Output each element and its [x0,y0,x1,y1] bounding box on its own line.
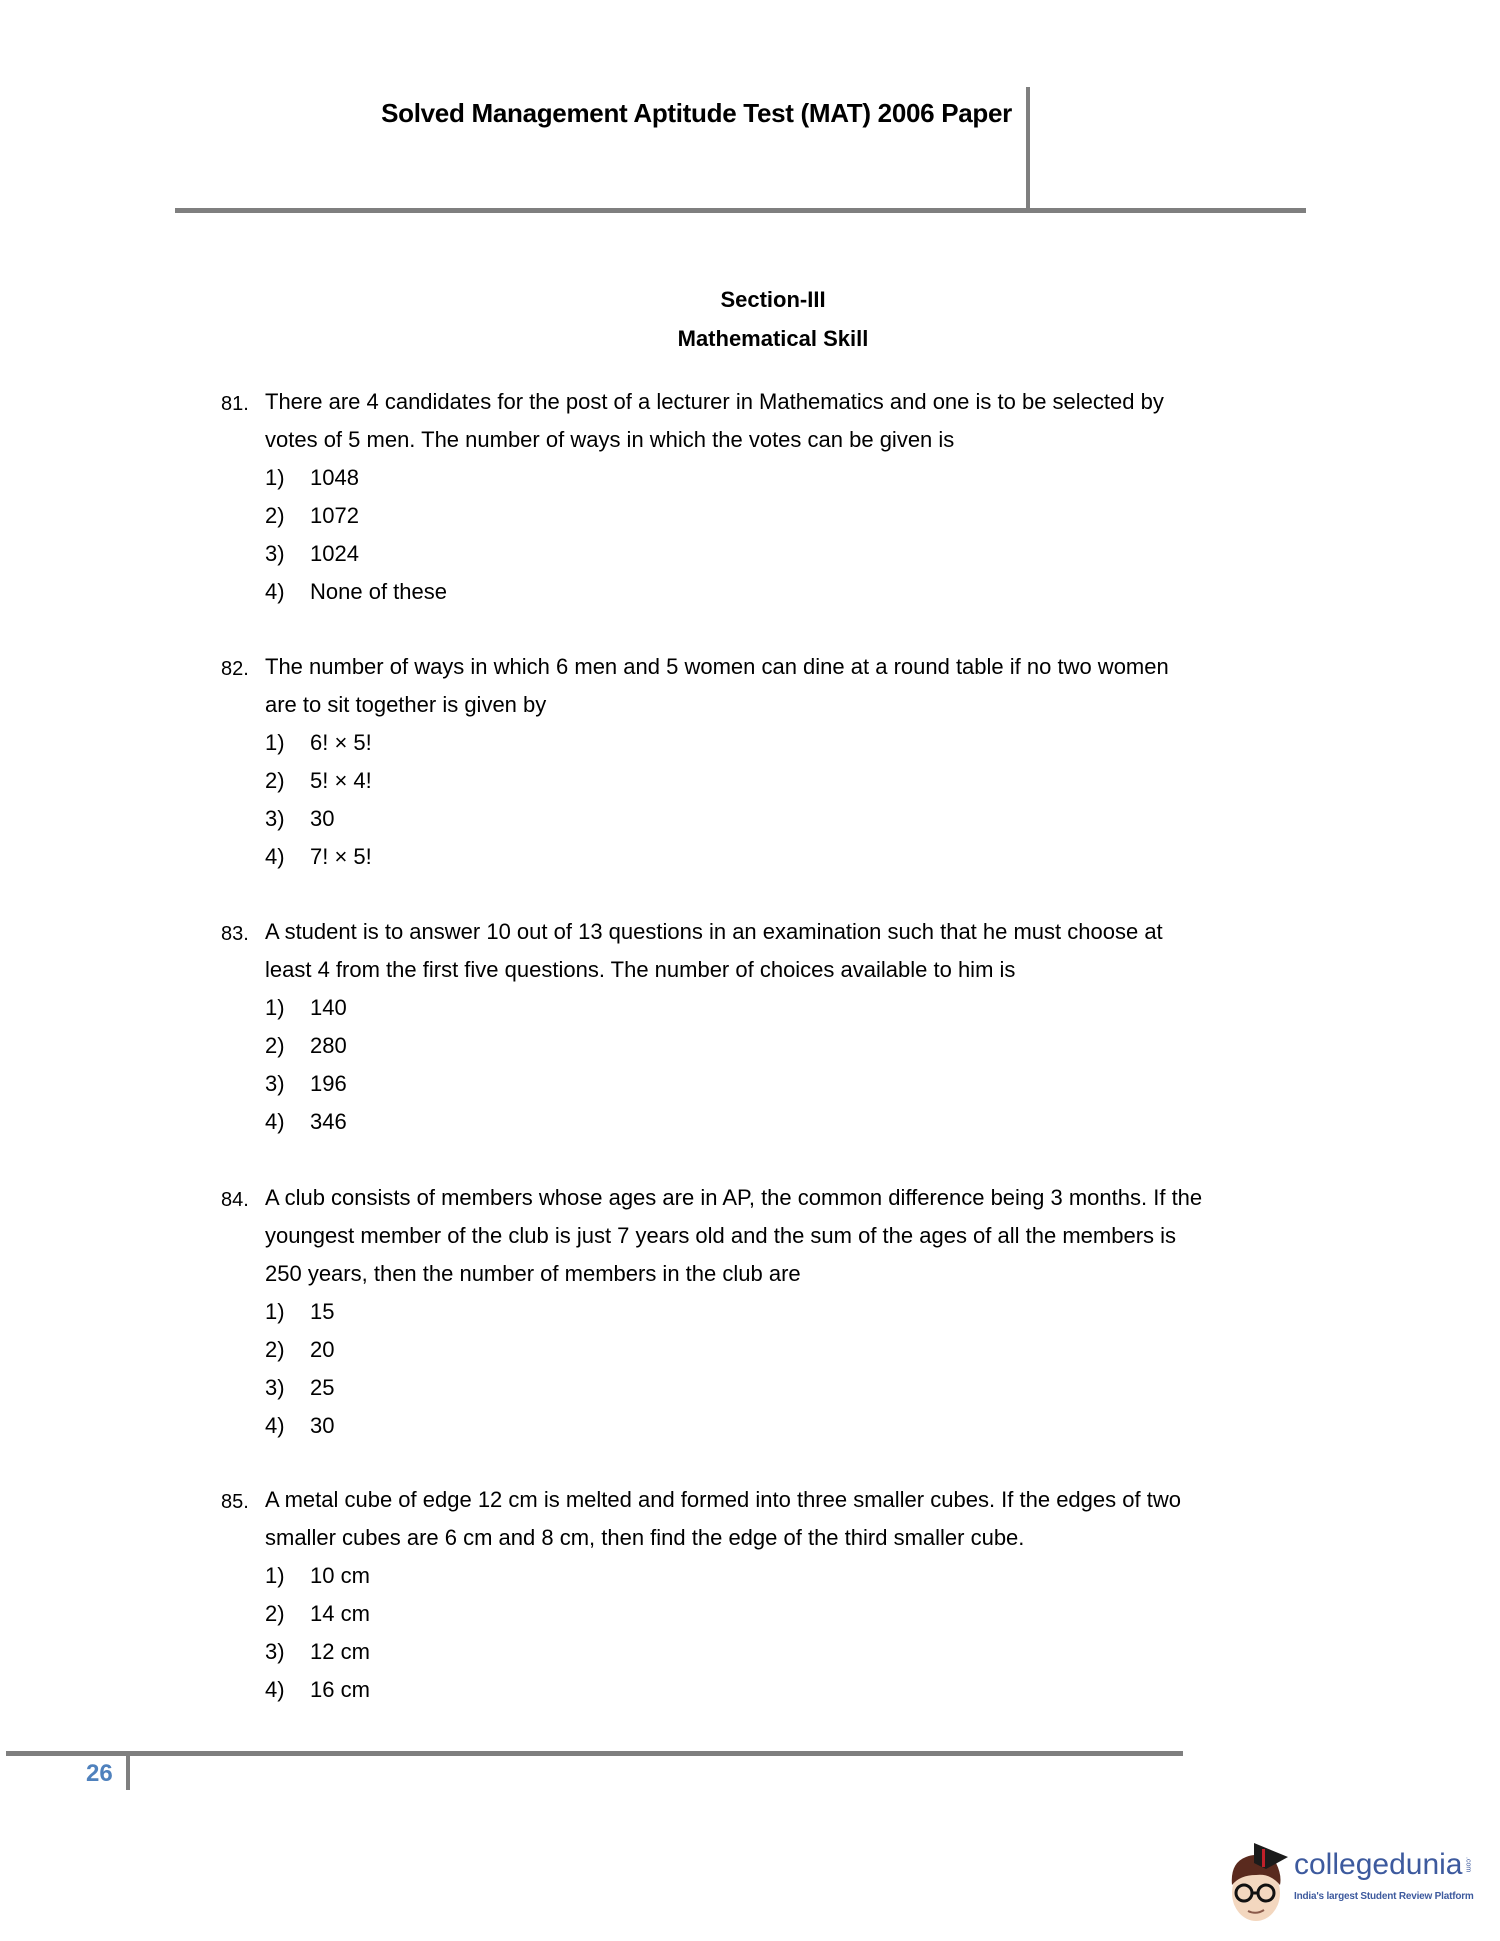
logo-wordmark-row [1294,1847,1471,1883]
option-text: 7! × 5! [310,844,372,869]
option-text: None of these [310,579,447,604]
option-text: 10 cm [310,1563,370,1588]
option-text: 140 [310,995,347,1020]
answer-option [265,1369,1371,1407]
option-text: 1048 [310,465,359,490]
option-number: 4) [265,1677,285,1702]
footer-rule [6,1751,1183,1756]
question-text-line: A student is to answer 10 out of 13 questions in an examination such that he must choose at [265,919,1163,944]
option-number: 3) [265,541,285,566]
question-number: 83. [221,923,249,945]
answer-option [265,1065,1371,1103]
answer-option [265,497,1371,535]
answer-option [265,1633,1371,1671]
answer-option [265,800,1371,838]
option-number: 3) [265,1639,285,1664]
answer-option [265,724,1371,762]
header-horizontal-rule [175,208,1306,213]
option-text: 280 [310,1033,347,1058]
option-number: 1) [265,465,285,490]
option-text: 196 [310,1071,347,1096]
option-number: 2) [265,768,285,793]
option-text: 25 [310,1375,335,1400]
question-text-line: votes of 5 men. The number of ways in which the votes can be given is [265,427,955,452]
question-number: 85. [221,1491,249,1513]
option-text: 346 [310,1109,347,1134]
answer-option [265,535,1371,573]
answer-option [265,1671,1371,1709]
answer-option [265,1557,1371,1595]
option-number: 3) [265,806,285,831]
question-text-line: 250 years, then the number of members in the club are [265,1261,801,1286]
option-number: 3) [265,1071,285,1096]
option-number: 1) [265,730,285,755]
answer-option [265,1103,1371,1141]
answer-option [265,1331,1371,1369]
option-text: 12 cm [310,1639,370,1664]
option-number: 1) [265,995,285,1020]
question-text-line: smaller cubes are 6 cm and 8 cm, then find the edge of the third smaller cube. [265,1525,1025,1550]
option-number: 4) [265,579,285,604]
option-text: 30 [310,1413,335,1438]
option-number: 2) [265,1601,285,1626]
section-subtitle: Mathematical Skill [677,326,869,351]
option-number: 1) [265,1563,285,1588]
question-item [221,1179,1371,1445]
logo-tagline: India's largest Student Review Platform [1294,1891,1474,1902]
question-text-line: are to sit together is given by [265,692,547,717]
option-text: 20 [310,1337,335,1362]
option-text: 16 cm [310,1677,370,1702]
option-number: 2) [265,503,285,528]
option-number: 4) [265,1109,285,1134]
option-number: 2) [265,1033,285,1058]
answer-option [265,1595,1371,1633]
answer-option [265,1027,1371,1065]
question-text-line: youngest member of the club is just 7 years old and the sum of the ages of all the members is [265,1223,1177,1248]
section-title: Section-III [720,287,826,312]
answer-option [265,838,1371,876]
logo-suffix: .com [1464,1857,1472,1873]
question-number: 81. [221,393,249,415]
option-text: 1072 [310,503,359,528]
logo-wordmark: collegedunia [1294,1848,1463,1881]
question-item [221,648,1371,876]
question-text-line: A metal cube of edge 12 cm is melted and formed into three smaller cubes. If the edges of two [265,1487,1181,1512]
question-number: 84. [221,1189,249,1211]
option-text: 5! × 4! [310,768,372,793]
question-item [221,383,1371,611]
student-mascot-icon [1226,1835,1290,1927]
question-item [221,1481,1371,1709]
question-text-line: The number of ways in which 6 men and 5 women can dine at a round table if no two women [265,654,1169,679]
option-text: 6! × 5! [310,730,372,755]
footer-vertical-rule [126,1755,130,1790]
option-number: 1) [265,1299,285,1324]
option-number: 4) [265,844,285,869]
answer-option [265,1293,1371,1331]
option-number: 3) [265,1375,285,1400]
question-text-line: There are 4 candidates for the post of a lecturer in Mathematics and one is to be selected by [265,389,1164,414]
option-text: 14 cm [310,1601,370,1626]
answer-option [265,989,1371,1027]
question-text-line: least 4 from the first five questions. The number of choices available to him is [265,957,1016,982]
collegedunia-logo [1226,1835,1498,1930]
option-text: 15 [310,1299,335,1324]
answer-option [265,573,1371,611]
document-title: Solved Management Aptitude Test (MAT) 2006 Paper [381,98,1012,128]
option-text: 30 [310,806,335,831]
question-item [221,913,1371,1141]
answer-option [265,459,1371,497]
option-text: 1024 [310,541,359,566]
question-text-line: A club consists of members whose ages are in AP, the common difference being 3 months. If the [265,1185,1203,1210]
header-vertical-rule [1026,87,1030,211]
question-number: 82. [221,658,249,680]
page-number: 26 [86,1760,113,1787]
option-number: 4) [265,1413,285,1438]
answer-option [265,762,1371,800]
answer-option [265,1407,1371,1445]
option-number: 2) [265,1337,285,1362]
